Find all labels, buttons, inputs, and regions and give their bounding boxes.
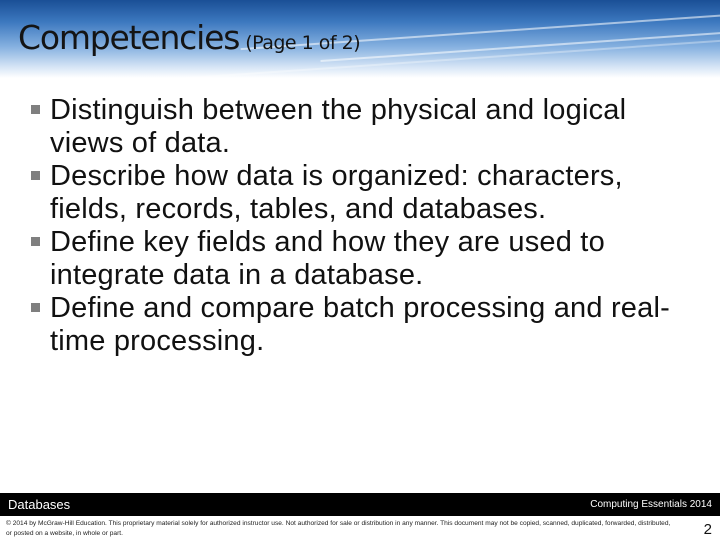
square-bullet-icon <box>31 105 40 114</box>
bullet-text: Define and compare batch processing and real-time processing. <box>50 292 670 357</box>
page-number: 2 <box>703 521 712 538</box>
slide-title <box>18 18 360 57</box>
bullet-text: Define key fields and how they are used to integrate data in a database. <box>50 226 605 291</box>
footer-chapter-label: Databases <box>8 497 71 512</box>
title-band <box>0 0 720 78</box>
bullet-item <box>30 94 670 160</box>
footer-bar <box>0 493 720 516</box>
bullet-text: Distinguish between the physical and logical views of data. <box>50 94 627 159</box>
square-bullet-icon <box>31 303 40 312</box>
title-text: Competencies <box>18 18 240 57</box>
footer-book-title: Computing Essentials 2014 <box>590 499 712 510</box>
bullet-list <box>30 94 670 358</box>
square-bullet-icon <box>31 171 40 180</box>
bullet-text: Describe how data is organized: characters, fields, records, tables, and databases. <box>50 160 623 225</box>
square-bullet-icon <box>31 237 40 246</box>
bullet-item <box>30 292 670 358</box>
copyright-notice: © 2014 by McGraw-Hill Education. This proprietary material solely for authorized instructor use. Not authorized for sale or distribution in any manner. This document may not be copied, scanned, duplicated, forwarded, distributed, or posted on a website, in whole or part. <box>6 520 671 537</box>
bullet-item <box>30 226 670 292</box>
bullet-item <box>30 160 670 226</box>
title-page-indicator: (Page 1 of 2) <box>245 32 361 54</box>
